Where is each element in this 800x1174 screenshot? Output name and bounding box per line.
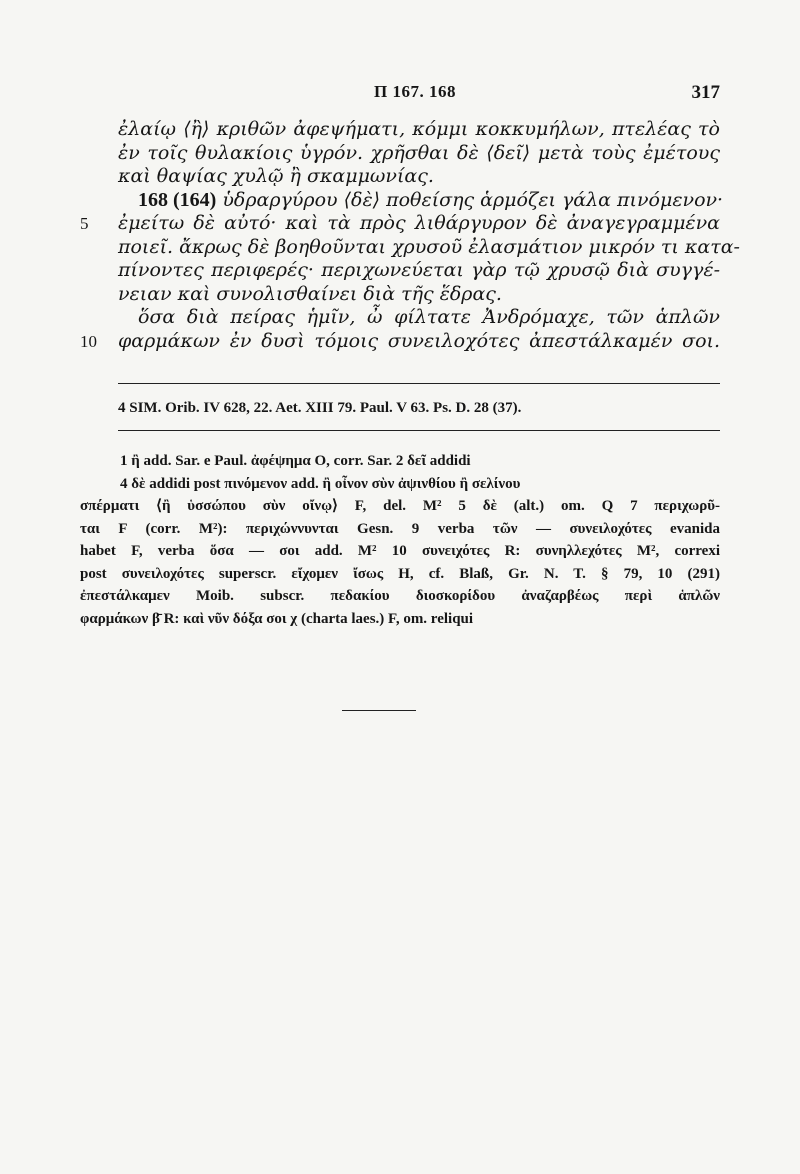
page-number: 317 xyxy=(691,82,720,103)
text-line: ποιεῖ. ἄκρως δὲ βοηθοῦνται χρυσοῦ ἐλασμάτιον μικρόν τι κατα- xyxy=(118,235,740,258)
text-line: ἐλαίῳ ⟨ἢ⟩ κριθῶν ἀφεψήματι, κόμμι κοκκυμήλων, πτελέας τὸ xyxy=(118,118,720,140)
text-line: πίνοντες περιφερές· περιχωνεύεται γὰρ τῷ χρυσῷ διὰ συγγέ- xyxy=(118,259,720,281)
apparatus-line: ται F (corr. M²): περιχώννυνται Gesn. 9 verba τῶν — συνειλοχότες evanida xyxy=(80,520,720,537)
text-line: καὶ θαψίας χυλῷ ἢ σκαμμωνίας. xyxy=(118,165,434,187)
text-line: 168 (164) ὑδραργύρου ⟨δὲ⟩ ποθείσης ἁρμόζει γάλα πινόμενον· xyxy=(138,188,724,211)
apparatus-line: φαρμάκων β̄ R: καὶ νῦν δόξα σοι χ (charta laes.) F, om. reliqui xyxy=(80,610,474,627)
apparatus-line: 4 δὲ addidi post πινόμενον add. ἢ οἶνον σὺν ἀψινθίου ἢ σελίνου xyxy=(120,475,521,492)
rule-top xyxy=(118,383,720,384)
text-line: νειαν καὶ συνολισθαίνει διὰ τῆς ἕδρας. xyxy=(118,282,502,305)
critical-apparatus xyxy=(80,450,720,630)
apparatus-line: 1 ἢ add. Sar. e Paul. ἀφέψημα O, corr. Sar. 2 δεῖ addidi xyxy=(120,453,471,469)
apparatus-line: post συνειλοχότες superscr. εἴχομεν ἴσως H, cf. Blaß, Gr. N. T. § 79, 10 (291) xyxy=(80,565,720,582)
text-line: 5 ἐμείτω δὲ αὐτό· καὶ τὰ πρὸς λιθάργυρον δὲ ἀναγεγραμμένα xyxy=(80,212,720,234)
text-line: 10 φαρμάκων ἐν δυσὶ τόμοις συνειλοχότες ἀπεστάλκαμέν σοι. xyxy=(80,329,720,352)
testimonia: 4 SIM. Orib. IV 628, 22. Aet. XIII 79. Paul. V 63. Ps. D. 28 (37). xyxy=(118,400,522,416)
apparatus-line: σπέρματι ⟨ἢ ὑσσώπου σὺν οἴνῳ⟩ F, del. M² 5 δὲ (alt.) om. Q 7 περιχωρῦ- xyxy=(80,498,720,514)
chapter-number: 168 (164) xyxy=(138,188,217,211)
page-header xyxy=(110,82,720,110)
main-text xyxy=(80,118,740,353)
show-through xyxy=(80,740,720,866)
apparatus-line: ἐπεστάλκαμεν Moib. subscr. πεδακίου διοσκορίδου ἀναζαρβέως περὶ ἁπλῶν xyxy=(80,588,720,604)
text-line: ἐν τοῖς θυλακίοις ὑγρόν. χρῆσθαι δὲ ⟨δεῖ⟩ μετὰ τοὺς ἐμέτους xyxy=(118,141,720,164)
line-number: 10 xyxy=(80,331,97,351)
running-head: Π 167. 168 xyxy=(374,82,456,101)
rule-bottom xyxy=(118,430,720,431)
end-rule xyxy=(342,710,416,711)
text-line: ὅσα διὰ πείρας ἡμῖν, ὦ φίλτατε Ἀνδρόμαχε, τῶν ἁπλῶν xyxy=(138,306,720,328)
line-number: 5 xyxy=(80,214,89,233)
apparatus-line: habet F, verba ὅσα — σοι add. M² 10 συνειχότες R: συνηλλεχότες M², correxi xyxy=(80,543,720,559)
